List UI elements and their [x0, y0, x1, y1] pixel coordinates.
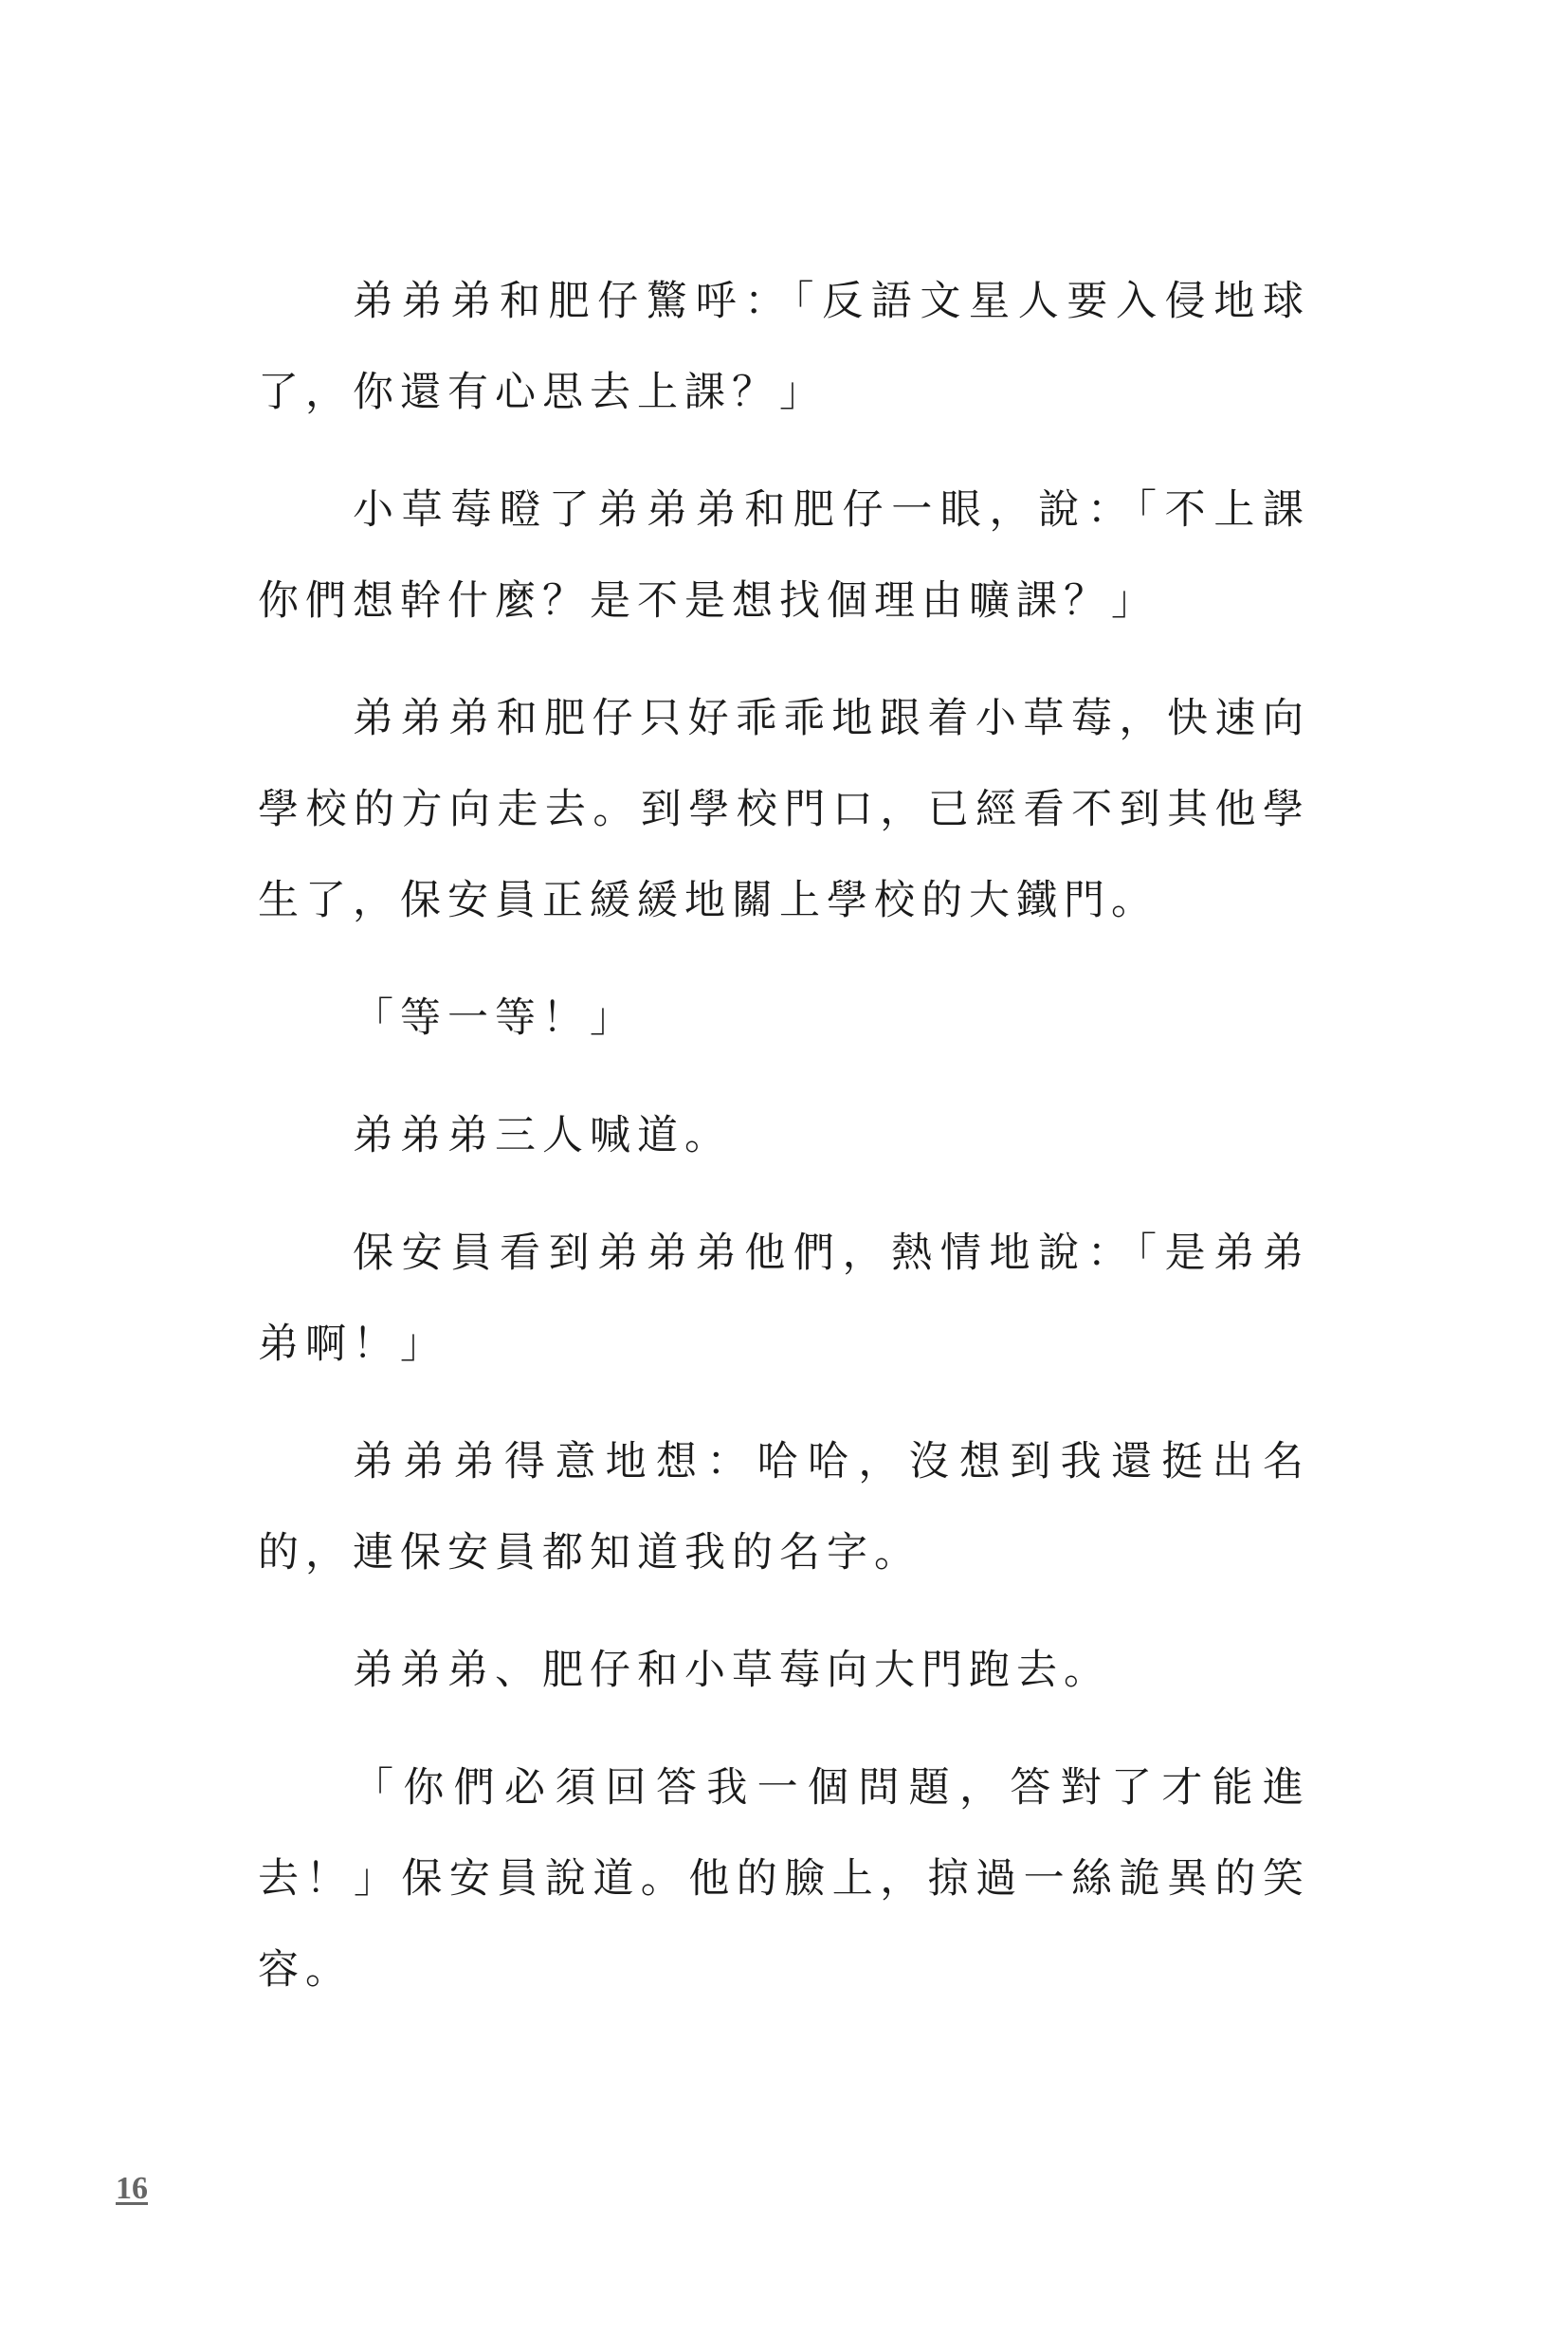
paragraph: 弟弟弟、肥仔和小草莓向大門跑去。: [353, 1647, 1111, 1694]
paragraph: 保安員看到弟弟弟他們，熱情地說：「是弟弟弟啊！」: [258, 1230, 1310, 1368]
body-text: [258, 256, 1310, 2042]
paragraph: 小草莓瞪了弟弟弟和肥仔一眼，說：「不上課你們想幹什麼？是不是想找個理由曠課？」: [258, 486, 1310, 625]
paragraph: 弟弟弟三人喊道。: [353, 1112, 732, 1159]
paragraph: 「等一等！」: [353, 994, 637, 1042]
paragraph: 弟弟弟得意地想：哈哈，沒想到我還挺出名的，連保安員都知道我的名字。: [258, 1438, 1310, 1576]
page-number: 16: [116, 2171, 148, 2206]
paragraph: 「你們必須回答我一個問題，答對了才能進去！」保安員說道。他的臉上，掠過一絲詭異的笑容。: [258, 1764, 1310, 1994]
paragraph: 弟弟弟和肥仔驚呼：「反語文星人要入侵地球了，你還有心思去上課？」: [258, 278, 1310, 416]
paragraph: 弟弟弟和肥仔只好乖乖地跟着小草莓，快速向學校的方向走去。到學校門口，已經看不到其他學生了，保安員正緩緩地關上學校的大鐵門。: [258, 695, 1310, 924]
